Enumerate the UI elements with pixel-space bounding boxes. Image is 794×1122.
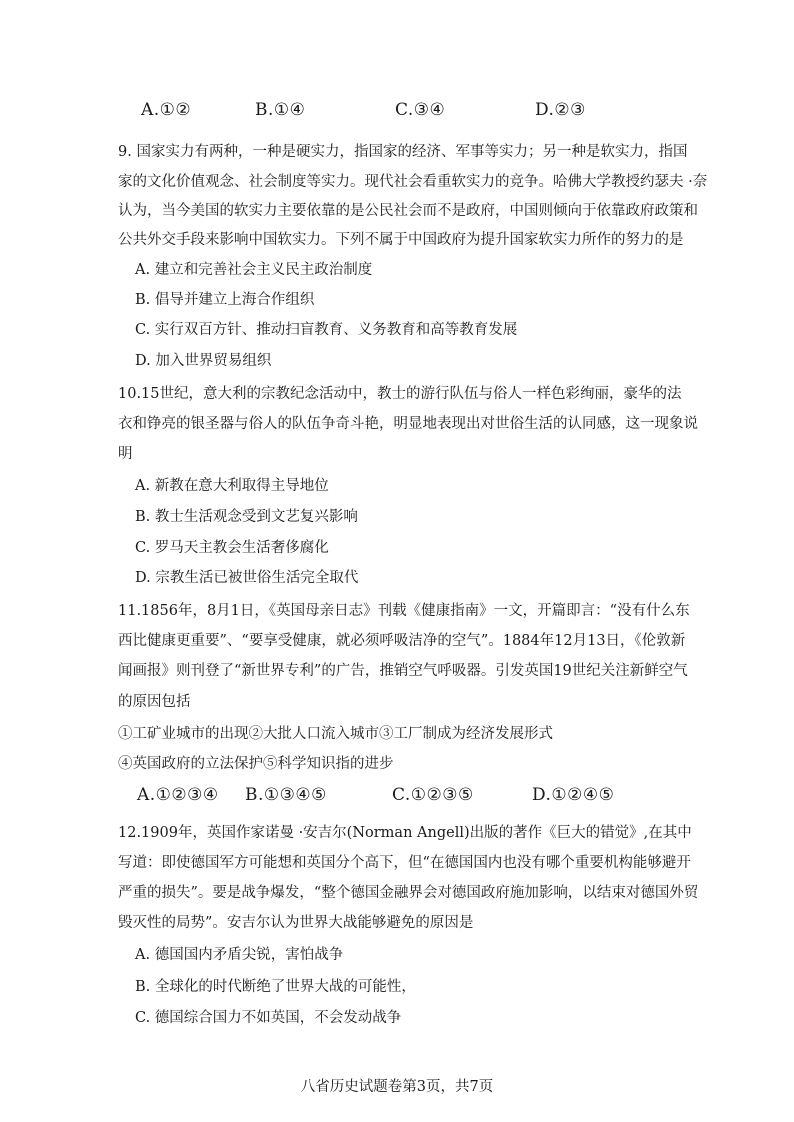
q10-stem-line-1: 10.15世纪，意大利的宗教纪念活动中，教士的游行队伍与俗人一样色彩绚丽，豪华的法 <box>118 386 682 402</box>
q8-option-a: A.①② <box>141 100 192 120</box>
q11-option-d: D.①②④⑤ <box>532 785 615 805</box>
q11-option-c: C.①②③⑤ <box>392 785 474 805</box>
q11-item-line-1: ①工矿业城市的出现②大批人口流入城市③工厂制成为经济发展形式 <box>118 726 553 742</box>
q11-stem-line-1: 11.1856年，8月1日，《英国母亲日志》刊载《健康指南》一文，开篇即言：“没有什么东 <box>118 603 690 619</box>
q11-item-line-2: ④英国政府的立法保护⑤科学知识指的进步 <box>118 756 394 772</box>
q12-choice-c: C. 德国综合国力不如英国，不会发动战争 <box>135 1010 402 1026</box>
q11-stem-line-3: 闻画报》则刊登了“新世界专利”的广告，推销空气呼吸器。引发英国19世纪关注新鲜空气 <box>118 663 688 679</box>
q9-choice-d: D. 加入世界贸易组织 <box>135 353 272 369</box>
q10-stem-line-2: 衣和铮亮的银圣器与俗人的队伍争奇斗艳，明显地表现出对世俗生活的认同感，这一现象说 <box>118 416 698 432</box>
q12-stem-line-3: 严重的损失”。要是战争爆发，“整个德国金融界会对德国政府施加影响，以结束对德国外贸 <box>118 885 699 901</box>
q9-stem-line-4: 公共外交手段来影响中国软实力。下列不属于中国政府为提升国家软实力所作的努力的是 <box>118 232 684 248</box>
q10-stem-line-3: 明 <box>118 446 133 462</box>
q12-stem-line-4: 毁灭性的局势”。安吉尔认为世界大战能够避免的原因是 <box>118 915 474 931</box>
q10-choice-d: D. 宗教生活已被世俗生活完全取代 <box>135 570 359 586</box>
q8-option-c: C.③④ <box>395 100 446 120</box>
q11-option-a: A.①②③④ <box>137 785 219 805</box>
q8-option-b: B.①④ <box>255 100 306 120</box>
q11-option-b: B.①③④⑤ <box>245 785 327 805</box>
q11-options <box>0 783 794 807</box>
q9-stem-line-1: 9. 国家实力有两种，一种是硬实力，指国家的经济、军事等实力；另一种是软实力，指国 <box>118 144 688 160</box>
q9-stem-line-3: 认为，当今美国的软实力主要依靠的是公民社会而不是政府，中国则倾向于依靠政府政策和 <box>118 203 698 219</box>
q9-choice-a: A. 建立和完善社会主义民主政治制度 <box>135 262 373 278</box>
q8-options <box>0 98 794 122</box>
q9-choice-b: B. 倡导并建立上海合作组织 <box>135 292 315 308</box>
page-footer: 八省历史试题卷第3页，共7页 <box>300 1079 494 1095</box>
q11-stem-line-2: 西比健康更重要”、“要享受健康，就必须呼吸洁净的空气”。1884年12月13日，《伦敦新 <box>118 633 686 649</box>
q10-choice-a: A. 新教在意大利取得主导地位 <box>135 478 329 494</box>
q10-choice-b: B. 教士生活观念受到文艺复兴影响 <box>135 509 358 525</box>
q12-choice-b: B. 全球化的时代断绝了世界大战的可能性， <box>135 979 416 995</box>
q10-choice-c: C. 罗马天主教会生活奢侈腐化 <box>135 540 329 556</box>
q9-choice-c: C. 实行双百方针、推动扫盲教育、义务教育和高等教育发展 <box>135 322 518 338</box>
q9-stem-line-2: 家的文化价值观念、社会制度等实力。现代社会看重软实力的竞争。哈佛大学教授约瑟夫 ·奈 <box>118 174 708 190</box>
q11-stem-line-4: 的原因包括 <box>118 694 191 710</box>
q8-option-d: D.②③ <box>535 100 586 120</box>
q12-stem-line-1: 12.1909年，英国作家诺曼 ·安吉尔(Norman Angell)出版的著作《巨大的错觉》,在其中 <box>118 825 692 841</box>
q12-stem-line-2: 写道：即使德国军方可能想和英国分个高下，但“在德国国内也没有哪个重要机构能够避开 <box>118 855 691 871</box>
q12-choice-a: A. 德国国内矛盾尖锐，害怕战争 <box>135 947 344 963</box>
